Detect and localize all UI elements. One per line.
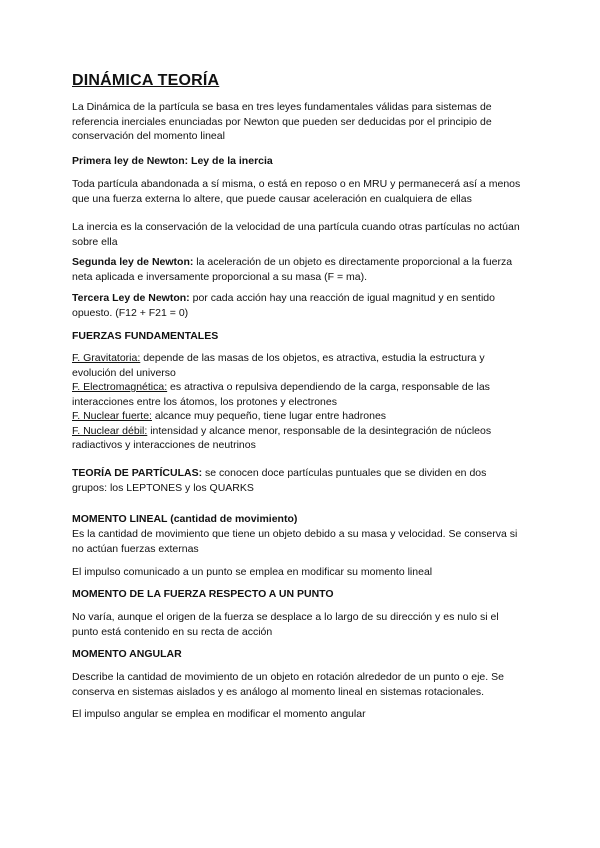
angular-impulse-paragraph: El impulso angular se emplea en modificar el momento angular [72,708,366,720]
force-label: F. Electromagnética: [72,381,168,393]
forces-list [72,351,522,453]
force-label: F. Nuclear fuerte: [72,410,152,422]
force-text: alcance muy pequeño, tiene lugar entre hadrones [151,410,387,422]
page-title: DINÁMICA TEORÍA [72,72,220,89]
linear-impulse-paragraph: El impulso comunicado a un punto se emplea en modificar su momento lineal [72,566,433,578]
first-law-paragraph: Toda partícula abandonada a sí misma, o está en reposo o en MRU y permanecerá así a menos que una fuerza externa lo altere, que puede causar aceleración en cualquiera de ellas [72,178,521,205]
forces-heading: FUERZAS FUNDAMENTALES [72,330,219,342]
angular-momentum-heading: MOMENTO ANGULAR [72,648,182,660]
third-law-paragraph [72,291,522,320]
second-law-text: la aceleración de un objeto es directamente proporcional a la fuerza neta aplicada e inversamente proporcional a su masa (F = ma). [72,256,513,283]
force-text: depende de las masas de los objetos, es atractiva, estudia la estructura y evolución del universo [72,352,485,379]
particles-text: se conocen doce partículas puntuales que se dividen en dos grupos: los LEPTONES y los QUARKS [72,467,487,494]
moment-force-heading: MOMENTO DE LA FUERZA RESPECTO A UN PUNTO [72,588,334,600]
first-law-heading: Primera ley de Newton: Ley de la inercia [72,155,273,167]
third-law-label: Tercera Ley de Newton: [72,292,190,304]
second-law-paragraph [72,255,522,284]
force-item-electromagnetic [72,380,522,409]
force-item-strong-nuclear [72,409,522,424]
force-label: F. Gravitatoria: [72,352,141,364]
third-law-text: por cada acción hay una reacción de igual magnitud y en sentido opuesto. (F12 + F21 = 0) [72,292,495,319]
intro-paragraph: La Dinámica de la partícula se basa en tres leyes fundamentales válidas para sistemas de referencia inerciales enunciadas por Newton que pueden ser deducidas por el principio de conservación del momento lineal [72,101,492,142]
linear-momentum-heading: MOMENTO LINEAL (cantidad de movimiento) [72,513,298,525]
force-text: es atractiva o repulsiva dependiendo de la carga, responsable de las interacciones entre los átomos, los protones y electrones [72,381,490,408]
force-item-weak-nuclear [72,424,522,453]
particles-paragraph [72,466,522,495]
force-label: F. Nuclear débil: [72,424,148,437]
force-text: intensidad y alcance menor, responsable de la desintegración de núcleos radiactivos y interacciones de neutrinos [72,424,492,451]
inertia-paragraph: La inercia es la conservación de la velocidad de una partícula cuando otras partículas no actúan sobre ella [72,221,520,248]
particles-label: TEORÍA DE PARTÍCULAS: [72,467,203,479]
second-law-label: Segunda ley de Newton: [72,256,194,268]
angular-momentum-paragraph: Describe la cantidad de movimiento de un objeto en rotación alrededor de un punto o eje. Se conserva en sistemas aislados y es análogo al momento lineal en sistemas rotacionales. [72,671,504,698]
force-item-gravitational [72,351,522,380]
linear-momentum-paragraph: Es la cantidad de movimiento que tiene un objeto debido a su masa y velocidad. Se conserva si no actúan fuerzas externas [72,528,518,555]
moment-force-paragraph: No varía, aunque el origen de la fuerza se desplace a lo largo de su dirección y es nulo si el punto está contenido en su recta de acción [72,611,499,638]
